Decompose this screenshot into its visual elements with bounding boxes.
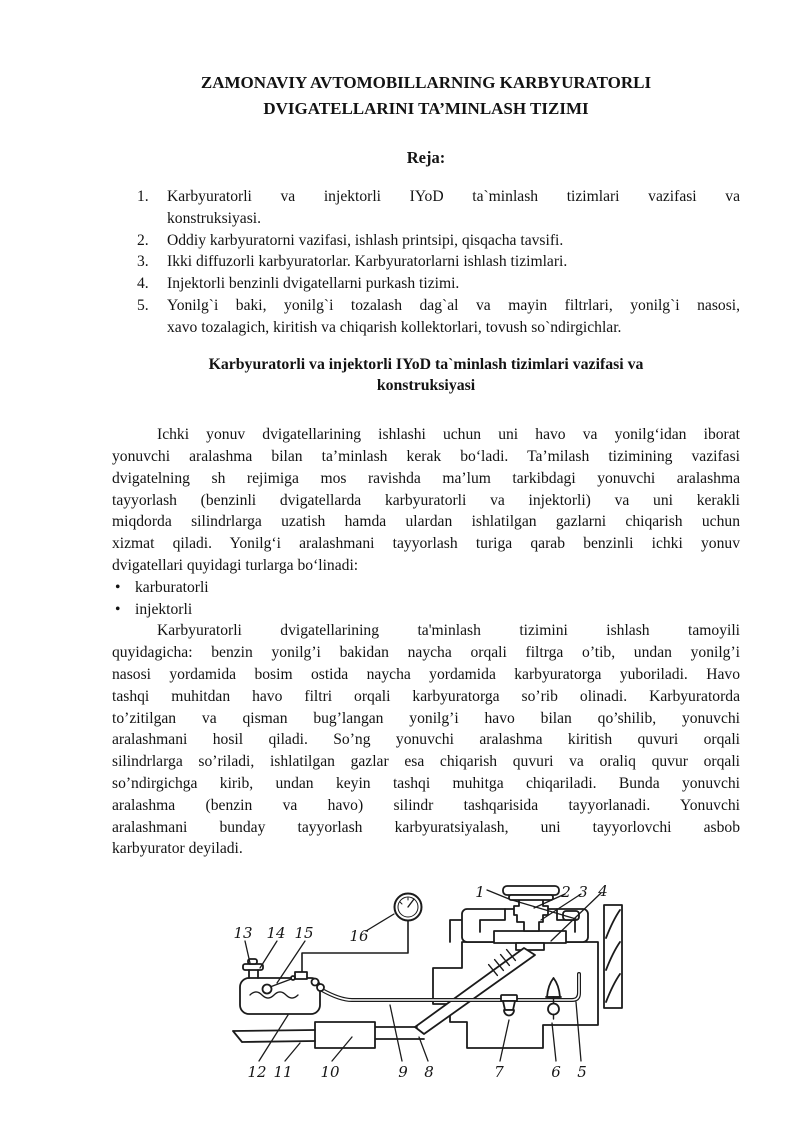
bullet-item xyxy=(112,577,740,599)
head-detail-left xyxy=(480,909,505,932)
paragraph-2 xyxy=(112,620,740,860)
title-line-2: DVIGATELLARINI TA’MINLASH TIZIMI xyxy=(263,99,589,118)
figure-label-2: 2 xyxy=(561,883,571,901)
engine-block xyxy=(433,942,598,1048)
paragraph-line: tayyorlash (benzinli dvigatellarda karbyuratorli va injektorli) va uni kerakli xyxy=(112,491,740,509)
carburetor xyxy=(514,899,548,931)
air-cleaner-pan xyxy=(509,895,553,900)
figure-label-6: 6 xyxy=(551,1063,561,1081)
exhaust-downpipe xyxy=(415,948,535,1034)
plan-list xyxy=(112,186,740,339)
paragraph-line: Karbyuratorli dvigatellarining ta'minlash tizimini ishlash tamoyili xyxy=(157,622,740,640)
list-item-number: 2. xyxy=(137,231,149,249)
paragraph-line: tashqi muhitdan havo filtri orqali karbyuratorga so’rib olinadi. Karbyuratorda xyxy=(112,687,740,705)
paragraph-line: silindrlarga so’riladi, ishlatilgan gazlar esa chiqarish quvuri va oraliq quvur orqali xyxy=(112,753,740,771)
head-bump xyxy=(563,911,579,920)
bullet-marker: • xyxy=(115,600,121,618)
figure-label-8: 8 xyxy=(424,1063,434,1081)
cylinder-head xyxy=(462,909,588,942)
figure-label-4: 4 xyxy=(598,882,608,900)
tank-cap-icon xyxy=(243,964,263,970)
list-item-number: 5. xyxy=(137,296,149,314)
paragraph-line: nasosi yordamida bosim ostida naycha yordamida karbyuratorga yuboriladi. Havo xyxy=(112,665,740,683)
engine-fuel-system-diagram xyxy=(165,872,665,1087)
list-item xyxy=(112,273,740,295)
list-item-line: Yonilg`i baki, yonilg`i tozalash dag`al va mayin filtrlari, yonilg`i nasosi, xyxy=(167,296,740,314)
list-item-number: 1. xyxy=(137,188,149,205)
figure-label-3: 3 xyxy=(578,883,588,901)
fan-icon xyxy=(604,905,622,1008)
carburetor-flange xyxy=(516,943,544,950)
paragraph-line: yonuvchi aralashma bilan ta’minlash kerak bo‘ladi. Ta’milash tizimining vazifasi xyxy=(112,447,740,465)
bullet-label: karburatorli xyxy=(135,578,209,596)
section-subheading xyxy=(112,354,740,398)
bullet-marker: • xyxy=(115,578,121,596)
figure-label-14: 14 xyxy=(266,924,286,942)
list-item-number: 4. xyxy=(137,275,149,293)
list-item-line: Injektorli benzinli dvigatellarni purkash tizimi. xyxy=(167,275,460,293)
fuel-pump-icon xyxy=(501,995,517,1016)
fuel-line xyxy=(322,974,579,1000)
paragraph-line: karbyurator deyiladi. xyxy=(112,840,243,858)
document-content xyxy=(112,70,740,860)
figure-label-9: 9 xyxy=(398,1063,408,1081)
paragraph-1 xyxy=(112,424,740,577)
subheading-line-2: konstruksiyasi xyxy=(376,377,476,395)
paragraph-line: aralashma (benzin va havo) silindr tashqarisida tayyorlanadi. Yonuvchi xyxy=(112,796,740,814)
figure-label-1: 1 xyxy=(475,883,485,901)
paragraph-line: xizmat qiladi. Yonilg‘i aralashmani tayyorlash turiga qarab benzinli ichki yonuv xyxy=(112,535,740,553)
pipe-coupling-hatch xyxy=(489,950,516,976)
page-title xyxy=(112,70,740,122)
figure-label-11: 11 xyxy=(273,1063,293,1081)
figure-label-12: 12 xyxy=(247,1063,267,1081)
list-item xyxy=(112,295,740,339)
paragraph-line: so’ndirgichga kirib, undan keyin tashqi muhitga chiqariladi. Bunda yonuvchi xyxy=(112,774,740,792)
paragraph-line: miqdorda silindrlarga uzatish hamda ulardan ishlatilgan gazlarni chiqarish uchun xyxy=(112,513,740,531)
subheading-line-1: Karbyuratorli va injektorli IYoD ta`minlash tizimlari vazifasi va xyxy=(208,355,644,373)
figure-label-10: 10 xyxy=(320,1063,340,1081)
leader-lines xyxy=(245,890,601,1061)
engine-block-step xyxy=(450,920,462,942)
paragraph-line: quyidagicha: benzin yonilg’i bakidan naycha orqali filtrga o’tib, undan yonilg’i xyxy=(112,644,740,662)
figure-label-13: 13 xyxy=(233,924,253,942)
tank-outlet xyxy=(312,979,319,986)
float-icon xyxy=(263,985,272,994)
fuel-filter-icon xyxy=(546,978,561,1019)
air-cleaner xyxy=(503,886,559,895)
list-item-number: 3. xyxy=(137,253,149,271)
plan-heading: Reja: xyxy=(406,148,446,167)
head-detail-right xyxy=(557,909,575,932)
bullet-label: injektorli xyxy=(135,600,193,618)
paragraph-line: dvigatelning sh rejimiga mos ravishda ma’lum tarkibdagi yonuvchi aralashma xyxy=(112,469,740,487)
paragraph-line: aralashmani bunday tayyorlash karbyuratsiyalash, uni tayyorlovchi asbob xyxy=(112,818,740,836)
pressure-gauge-icon xyxy=(395,894,422,921)
list-item xyxy=(112,186,740,230)
bullet-list xyxy=(112,577,740,621)
list-item-line: konstruksiyasi. xyxy=(167,209,261,227)
list-item-line: Oddiy karbyuratorni vazifasi, ishlash printsipi, qisqacha tavsifi. xyxy=(167,231,564,249)
figure-label-16: 16 xyxy=(349,927,369,945)
list-item xyxy=(112,230,740,252)
float-lever xyxy=(270,978,294,987)
figure-label-7: 7 xyxy=(494,1063,504,1081)
intake-manifold xyxy=(494,931,566,943)
fuel-line-inner xyxy=(322,974,579,1000)
figure-label-5: 5 xyxy=(577,1063,587,1081)
tailpipe xyxy=(233,1030,315,1042)
figure-label-15: 15 xyxy=(294,924,314,942)
paragraph-line: to’zitilgan va qisman bug’langan yonilg’i havo bilan qo’shilib, yonuvchi xyxy=(112,709,740,727)
list-item xyxy=(112,251,740,273)
bullet-item xyxy=(112,599,740,621)
fuel-tank xyxy=(240,959,324,1014)
paragraph-line: aralashmani hosil qiladi. So’ng yonuvchi aralashma kiritish quvuri orqali xyxy=(112,731,740,749)
muffler xyxy=(315,1022,375,1048)
list-item-line: Karbyuratorli va injektorli IYoD ta`minlash tizimlari vazifasi va xyxy=(167,188,740,205)
title-line-1: ZAMONAVIY AVTOMOBILLARNING KARBYURATORLI xyxy=(200,73,652,92)
paragraph-line: dvigatellari quyidagi turlarga bo‘linadi: xyxy=(112,556,359,574)
gauge-tube xyxy=(302,921,408,972)
list-item-line: xavo tozalagich, kiritish va chiqarish kollektorlari, tovush so`ndirgichlar. xyxy=(167,318,622,336)
paragraph-line: Ichki yonuv dvigatellarining ishlashi uchun uni havo va yonilg‘idan iborat xyxy=(157,426,740,444)
list-item-line: Ikki diffuzorli karbyuratorlar. Karbyuratorlarni ishlash tizimlari. xyxy=(167,253,568,271)
